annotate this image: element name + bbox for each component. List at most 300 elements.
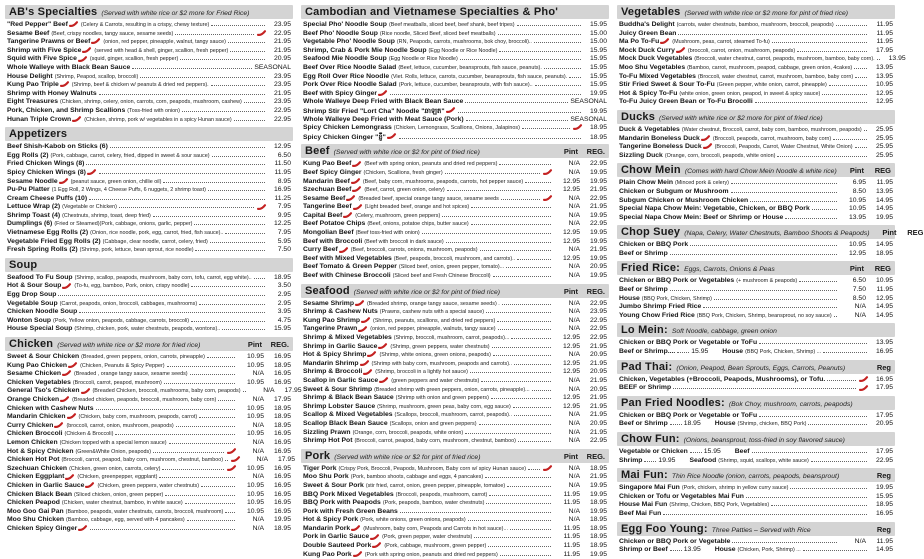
section-subtitle: (Onion, Peapod, Bean Sprouts, Eggs, Carrots, Peanuts) (676, 364, 846, 372)
menu-item (301, 160, 609, 169)
item-price-pint: 12.95 (562, 368, 580, 376)
dotted-leader (211, 85, 265, 86)
section-title: Pork (305, 449, 331, 462)
item-description: (Scallops, onion and green peppers) (389, 420, 477, 427)
item-price-pint: 6.50 (852, 277, 866, 285)
dotted-leader (827, 380, 856, 381)
dotted-leader (90, 529, 235, 530)
item-name: Double Sauteed Pork (303, 542, 372, 550)
dotted-leader (534, 42, 581, 43)
item-name: Kung Pao Beef (303, 160, 352, 168)
chili-pepper-icon (573, 124, 582, 132)
item-name: House (714, 546, 736, 554)
item-name: "Red Pepper" Beef (7, 21, 68, 28)
chili-pepper-icon (60, 81, 69, 89)
menu-item (5, 55, 293, 64)
menu-item (617, 484, 895, 493)
menu-item (617, 501, 895, 510)
dotted-leader (458, 112, 581, 113)
dotted-leader (500, 555, 551, 556)
menu-item (301, 368, 609, 377)
item-price-reg: 16.95 (273, 464, 291, 472)
item-price: 25.95 (875, 151, 893, 159)
menu-item (617, 241, 895, 250)
item-description: (BBQ Pork, Chicken, Shrimp, beansprout, no soy sauce) (696, 312, 832, 319)
item-name: Seafood To Fu Soup (7, 273, 73, 281)
item-name: Sweet & Sour Chicken (7, 353, 80, 360)
chili-pepper-icon (54, 422, 63, 430)
menu-item (5, 482, 293, 491)
dotted-leader (225, 512, 235, 513)
item-price: 3.95 (277, 308, 291, 316)
item-price-pint: 11.95 (563, 533, 580, 541)
menu-item (617, 510, 895, 519)
item-description: (green peppers and water chestnuts) (391, 377, 480, 384)
dotted-leader (750, 201, 837, 202)
dotted-leader (771, 505, 867, 506)
chili-pepper-icon (82, 47, 91, 55)
chili-pepper-icon (676, 47, 685, 55)
item-price-reg: 22.95 (589, 334, 607, 341)
section-subtitle: (Served with white rice or $2 for pint of fried rice) (353, 288, 500, 296)
dotted-leader (493, 355, 551, 356)
item-name: House (722, 348, 744, 356)
section-subtitle: (Served with white rice or $2 more for pint of fried rice) (684, 10, 849, 17)
item-price-reg: 18.95 (273, 524, 291, 532)
item-description: (Carrot, peapods, onion, broccoli, cabbages, mushrooms) (59, 300, 198, 307)
section-title: Pan Fried Noodles: (621, 396, 725, 409)
item-price: 15.95 (589, 21, 607, 28)
menu-item (617, 286, 895, 295)
menu-item (301, 317, 609, 326)
chili-pepper-icon (351, 525, 360, 533)
chili-pepper-icon (352, 186, 361, 194)
item-price-reg: 19.95 (589, 254, 607, 262)
dotted-leader (446, 242, 551, 243)
price-column-label: REG. (586, 286, 605, 296)
dotted-leader (690, 245, 837, 246)
item-name: Hot & Spicy To-Fu (619, 89, 678, 97)
dotted-leader (447, 190, 551, 191)
item-name: Chicken, Vegetables (+Broccoli, Peapods, Mushrooms), or Tofu. (619, 375, 826, 383)
menu-item (301, 482, 609, 491)
chili-pepper-icon (353, 551, 362, 559)
item-price-pint: 12.95 (562, 254, 580, 262)
menu-item (301, 542, 609, 551)
dotted-leader (785, 218, 837, 219)
item-price-pint: N/A (568, 385, 580, 393)
item-price-reg: 16.95 (273, 430, 291, 438)
menu-item (5, 246, 293, 255)
item-description: (Shrimp, scallop, peapods, mushroom, baby corn, tofu, carrot, egg white).. (74, 274, 252, 281)
chili-pepper-icon (85, 482, 94, 490)
item-price-pint: N/A (568, 473, 580, 481)
item-name: Pork Over Rice Noodle Salad (303, 81, 397, 89)
item-name: Spicy Chicken Ginger "ខ្ញី" (303, 133, 386, 141)
dotted-leader (499, 51, 581, 52)
item-description: (Sliced chicken, onion, green pepper) (73, 491, 164, 498)
item-name: Beef Spicy Ginger (303, 168, 362, 176)
item-price: 18.95 (875, 501, 893, 509)
dotted-leader (390, 94, 581, 95)
item-description: (served with head & shell, ginger, scallion, fresh pepper) (94, 47, 229, 54)
menu-item (301, 81, 609, 90)
chili-pepper-icon (378, 343, 387, 351)
item-price-pint: N/A (252, 447, 264, 455)
dotted-leader (498, 329, 551, 330)
item-price-pint: 12.95 (562, 342, 580, 350)
menu-item (5, 353, 293, 362)
menu-item (617, 197, 895, 206)
item-name: Sizzling Prawn (303, 428, 351, 436)
section-subtitle: Thin Rice Noodle (onion, carrots, peapods, beansprout) (671, 473, 840, 481)
price-column-label: Pint (247, 340, 262, 349)
section-header-chow-mein (617, 163, 895, 177)
menu-item (301, 377, 609, 386)
dotted-leader (194, 224, 265, 225)
item-price-pint: N/A (854, 311, 866, 319)
item-name: Pork in Garlic Sauce (303, 533, 370, 541)
section-title: Fried Rice: (621, 262, 681, 275)
chili-pepper-icon (81, 388, 90, 396)
menu-item (617, 457, 895, 466)
item-price: 13.95 (875, 63, 893, 71)
item-description: (Green pepper, white onion, carrot, pineapple) (716, 82, 827, 89)
item-name: Sweet & Sour Shrimp (303, 385, 373, 393)
menu-item (301, 308, 609, 317)
item-name: Spicy Chicken Wings (8) (7, 168, 86, 176)
item-price-reg: 16.95 (273, 473, 291, 481)
menu-item (5, 525, 293, 534)
menu-item (617, 376, 895, 385)
item-price: 23.95 (273, 72, 291, 80)
item-description: (Vegetable or Chicken) (62, 204, 117, 211)
item-name: Sesame Chicken (7, 370, 62, 378)
item-price: 11.95 (876, 21, 893, 28)
item-description: (Orange, corn, broccoli, peapods, white onion) (352, 429, 464, 436)
item-price-reg: 16.95 (273, 490, 291, 498)
item-price: 15.95 (691, 348, 709, 356)
menu-item (5, 516, 293, 525)
menu-item (5, 387, 302, 396)
item-price-reg: 16.95 (273, 499, 291, 507)
dotted-leader (167, 366, 235, 367)
menu-item (5, 396, 293, 405)
item-name: Hot & Spicy Pork (303, 516, 359, 524)
item-price: 18.95 (589, 124, 607, 132)
item-description: (Mushroom, baby corn, Peapods and Carrots in hot sauce)... (363, 525, 508, 532)
item-price: 6.50 (277, 151, 291, 159)
item-name: Shrimp, Crab & Pork Mie Noodle Soup (303, 46, 427, 54)
item-price-pint: 10.95 (246, 430, 264, 438)
dotted-leader (190, 374, 235, 375)
menu-item (301, 255, 609, 264)
item-price-reg: 18.95 (875, 249, 893, 257)
dotted-leader (228, 42, 265, 43)
menu-item (5, 107, 293, 116)
item-name: Egg Rolls (2) (7, 151, 49, 159)
item-name: Chicken or BBQ Pork (619, 241, 689, 249)
menu-column-1 (5, 5, 302, 559)
menu-item (617, 205, 895, 214)
item-name: Beef or Shrimp (619, 420, 668, 428)
menu-item (5, 64, 293, 73)
item-price-pint: 7.50 (852, 286, 866, 294)
price-column-label: Pint (563, 147, 578, 157)
item-price: 16.95 (875, 348, 893, 356)
price-column-headers (235, 340, 289, 349)
section-header-ab-s-specialties (5, 5, 293, 19)
item-name: Chicken Black Bean (7, 490, 72, 498)
dotted-leader (175, 34, 254, 35)
menu-item (301, 21, 609, 30)
menu-column-3 (617, 5, 924, 559)
chili-pepper-icon (353, 204, 362, 212)
item-name: Beef Potatoe Chips (303, 220, 366, 228)
item-price-reg: 19.95 (589, 168, 607, 176)
item-name: Mongolian Beef (303, 229, 354, 237)
item-name: House Special Soup (7, 325, 73, 333)
section-header-pad-thai (617, 360, 895, 374)
item-price: 17.95 (875, 46, 893, 54)
item-price: 19.95 (589, 107, 607, 115)
item-price-pint: N/A (252, 421, 264, 429)
menu-item (5, 491, 293, 500)
section-header-seafood (301, 284, 609, 298)
dotted-leader (115, 434, 235, 435)
item-price: 18.95 (589, 133, 607, 141)
item-name: Beef (734, 448, 750, 455)
chili-pepper-icon (351, 178, 360, 186)
item-price-pint: N/A (256, 456, 268, 464)
item-description: (Breaded Chicken, broccoli, mushrooms, baby corn, peapods) (92, 388, 241, 395)
item-description: (stir fried, carrot, onion, green pepper, pineapple, tomatoe) (365, 482, 506, 489)
dotted-leader (488, 546, 551, 547)
menu-item (5, 405, 293, 414)
section-subtitle: Soft Noodle, cabbage, green onion (671, 328, 777, 336)
item-price: 9.95 (277, 211, 291, 219)
menu-item (301, 133, 609, 142)
section-title: Soup (9, 258, 38, 271)
menu-item (5, 465, 293, 474)
item-name: Mandarin Pork (303, 524, 351, 532)
item-price-reg: 21.95 (589, 359, 607, 367)
item-price-pint: N/A (252, 395, 264, 403)
item-description: (Crispy Pork, Broccoli, Peapods, Mushroom, Baby corn w/ spicy Hunan sauce) (338, 465, 527, 472)
item-name: Beef Over Rice Noodle Salad (303, 63, 397, 71)
item-name: Dumplings (6) (7, 220, 53, 228)
item-description: (Broccoli, water chestnut, carrot, mushroom, bamboo, baby corn) (697, 73, 854, 80)
section-header-chow-fun (617, 432, 895, 446)
menu-item (617, 135, 895, 144)
item-name: Kung Pao Chicken (7, 361, 68, 369)
dotted-leader (481, 381, 551, 382)
item-price-pint: N/A (568, 437, 580, 445)
item-price: 19.95 (658, 456, 676, 464)
item-name: Beef with Spicy Ginger (303, 89, 378, 97)
menu-item (5, 186, 293, 195)
menu-item (5, 160, 293, 169)
item-price-reg: 19.95 (589, 550, 607, 558)
dotted-leader (670, 424, 682, 425)
item-description: (To-fu, egg, bamboo, Pork, onion, crispy noodle) (74, 283, 190, 290)
item-description: (Shrimp, green peppers, water chestnuts) (390, 343, 490, 350)
item-price: 15.95 (875, 492, 893, 500)
menu-item (5, 430, 293, 439)
item-price-reg: 14.95 (875, 303, 893, 311)
item-name: Mandarin Boneless Duck (619, 134, 700, 142)
item-price: 22.95 (273, 29, 291, 37)
item-price-reg: 22.95 (589, 316, 607, 324)
dotted-leader (208, 190, 265, 191)
item-price: 21.95 (273, 89, 291, 97)
menu-item (301, 360, 609, 369)
dotted-leader (164, 383, 235, 384)
item-price: 2.95 (277, 299, 291, 307)
item-price-pint: 10.95 (246, 499, 264, 507)
item-price-reg: 21.95 (589, 473, 607, 481)
item-description: (Shrimp, Peapod, scallop, broccoli) (54, 73, 139, 80)
dotted-leader (514, 415, 551, 416)
item-name: Chicken or BBQ Pork or Vegetable (619, 537, 731, 545)
price-column-headers (551, 452, 605, 461)
item-price: 11.25 (274, 194, 291, 202)
item-price: 15.95 (589, 46, 607, 54)
item-name: Shrimp with Five Spice (7, 46, 82, 54)
chili-pepper-icon (72, 116, 81, 124)
item-price: 21.95 (273, 46, 291, 54)
item-name: Beef Mai Fun (619, 509, 662, 517)
chili-pepper-icon (68, 362, 77, 370)
item-price-reg: 21.95 (589, 376, 607, 384)
dotted-leader (511, 338, 551, 339)
menu-item (5, 508, 293, 517)
item-price: 11.95 (274, 168, 291, 176)
price-column-headers (864, 471, 891, 480)
price-column-label: Reg (876, 524, 891, 534)
menu-item (617, 21, 895, 30)
item-name: Scallop & Mixed Vegetables (303, 411, 393, 419)
item-price-pint: 12.95 (562, 177, 580, 185)
item-name: Lettuce Wrap (2) (7, 203, 61, 211)
dotted-leader (442, 216, 551, 217)
section-title: Lo Mein: (621, 324, 668, 337)
menu-item (301, 195, 609, 204)
item-price-pint: 11.95 (563, 524, 580, 532)
chili-pepper-icon (379, 377, 388, 385)
item-price-reg: 18.95 (589, 533, 607, 541)
item-description: (Beef, baby corn, mushrooms, peapods, carrots, hot pepper sauce) (362, 178, 524, 185)
item-name: Seafood (689, 456, 717, 464)
item-name: Ma Po To-Fu (619, 38, 660, 46)
menu-item (5, 47, 293, 56)
item-name: Curry Beef (303, 246, 338, 254)
chili-pepper-icon (87, 169, 96, 177)
section-subtitle: (Onions, beansprout, toss-fried in soy flavored sauce) (683, 437, 845, 444)
dotted-leader (833, 139, 867, 140)
menu-item (617, 38, 895, 47)
section-header-chop-suey (617, 225, 924, 239)
price-column-label: Reg (876, 362, 891, 372)
item-name: Vegetable Pho' Noodle Soup (303, 38, 395, 46)
menu-item (301, 465, 609, 474)
chili-pepper-icon (859, 385, 868, 393)
chili-pepper-icon (358, 326, 367, 334)
dotted-leader (755, 102, 867, 103)
item-description: (Shrimp, Chicken, BBQ Pork, Vegetables) (669, 502, 770, 509)
item-description: (Minced pork & celery) (675, 180, 729, 187)
item-name: Shrimp & Black Bean Sauce (303, 394, 394, 402)
dotted-leader (732, 542, 837, 543)
menu-item (617, 339, 895, 348)
item-price-reg: 18.95 (589, 524, 607, 532)
price-column-headers (870, 228, 924, 237)
section-title: Cambodian and Vietnamese Specialties & Pho' (305, 6, 559, 18)
item-price: 11.95 (876, 29, 893, 37)
dotted-leader (210, 242, 265, 243)
dotted-leader (877, 59, 880, 60)
section-title: Seafood (305, 284, 350, 297)
dotted-leader (244, 102, 265, 103)
chili-pepper-icon (346, 195, 355, 203)
dotted-leader (497, 321, 551, 322)
dotted-leader (159, 477, 235, 478)
item-price-pint: N/A (568, 428, 580, 436)
item-name: Chicken or BBQ Pork or Vegetable or ToFu (619, 339, 758, 347)
item-price-reg: 21.95 (589, 186, 607, 194)
item-price: 23.95 (273, 81, 291, 89)
dotted-leader (225, 233, 265, 234)
item-price-pint: N/A (568, 516, 580, 524)
menu-item (617, 448, 895, 457)
dotted-leader (808, 424, 867, 425)
item-name: Sizzling Duck (619, 151, 663, 159)
item-price-reg: 18.95 (589, 542, 607, 550)
section-header-lo-mein (617, 323, 895, 337)
menu-item (5, 178, 293, 187)
item-price-reg: 16.95 (273, 447, 291, 455)
item-price-reg: 18.95 (589, 516, 607, 524)
item-price-reg: 17.95 (277, 456, 295, 464)
item-price-reg: 18.95 (273, 413, 291, 421)
menu-item (301, 420, 609, 429)
dotted-leader (187, 520, 235, 521)
item-price-reg: 22.95 (589, 299, 607, 307)
section-header-vegetables (617, 5, 895, 19)
item-price: 7.50 (277, 246, 291, 254)
dotted-leader (678, 34, 867, 35)
item-price: 12.95 (875, 89, 893, 97)
dotted-leader (836, 25, 867, 26)
item-description: (Pork, lettuce, cucumber, beansprouts, with fish sauce).. (398, 82, 533, 89)
section-title: Chicken (9, 338, 54, 350)
item-price: 17.95 (875, 411, 893, 419)
item-price: 11.50 (274, 160, 291, 168)
dotted-leader (201, 486, 235, 487)
menu-item (301, 351, 609, 360)
section-title: AB's Specialties (9, 6, 98, 18)
item-price: 13.95 (875, 339, 893, 347)
menu-item (5, 413, 293, 422)
item-name: Moo Shu Pork (303, 473, 349, 481)
item-price-reg: 16.95 (273, 378, 291, 386)
item-name: Pork, Chicken, and Shrimp Scallions (7, 106, 126, 114)
item-price-reg: 14.95 (875, 205, 893, 213)
menu-item (301, 238, 609, 247)
item-price-pint: 12.95 (562, 402, 580, 410)
dotted-leader (165, 495, 235, 496)
item-name: Shrimp with Honey Walnuts (7, 89, 97, 97)
